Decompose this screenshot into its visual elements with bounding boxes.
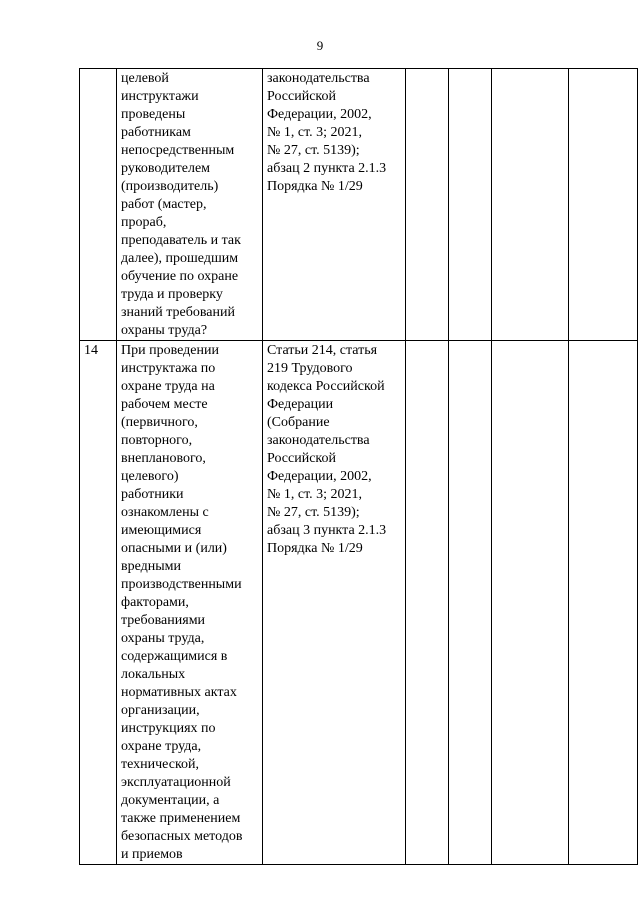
answer-not-applicable-cell — [492, 69, 569, 341]
page-number: 9 — [316, 38, 324, 53]
row-number-cell — [80, 69, 117, 341]
legal-reference-cell: Статьи 214, статья 219 Трудового кодекса Российской Федерации (Собрание законодательства Российской Федерации, 2002, № 1, ст. 3; 2021, № 27, ст. 5139); абзац 3 пункта 2.1.3 Порядка № 1/29 — [263, 341, 406, 865]
question-cell: При проведении инструктажа по охране труда на рабочем месте (первичного, повторного, внепланового, целевого) работники ознакомлены с имеющимися опасными и (или) вредными производственными факторами, требованиями охраны труда, содержащимися в локальных нормативных актах организации, инструкциях по охране труда, технической, эксплуатационной документации, а также применением безопасных методов и приемов — [117, 341, 263, 865]
row-number-cell: 14 — [80, 341, 117, 865]
table-row — [80, 341, 638, 865]
note-cell — [569, 341, 638, 865]
table-row — [80, 69, 638, 341]
answer-yes-cell — [406, 69, 449, 341]
answer-no-cell — [449, 341, 492, 865]
checklist-table — [79, 68, 638, 865]
question-cell: целевой инструктажи проведены работникам непосредственным руководителем (производитель) работ (мастер, прораб, преподаватель и так далее), прошедшим обучение по охране труда и проверку знаний требований охраны труда? — [117, 69, 263, 341]
answer-not-applicable-cell — [492, 341, 569, 865]
note-cell — [569, 69, 638, 341]
answer-no-cell — [449, 69, 492, 341]
legal-reference-cell: законодательства Российской Федерации, 2002, № 1, ст. 3; 2021, № 27, ст. 5139); абзац 2 пункта 2.1.3 Порядка № 1/29 — [263, 69, 406, 341]
answer-yes-cell — [406, 341, 449, 865]
